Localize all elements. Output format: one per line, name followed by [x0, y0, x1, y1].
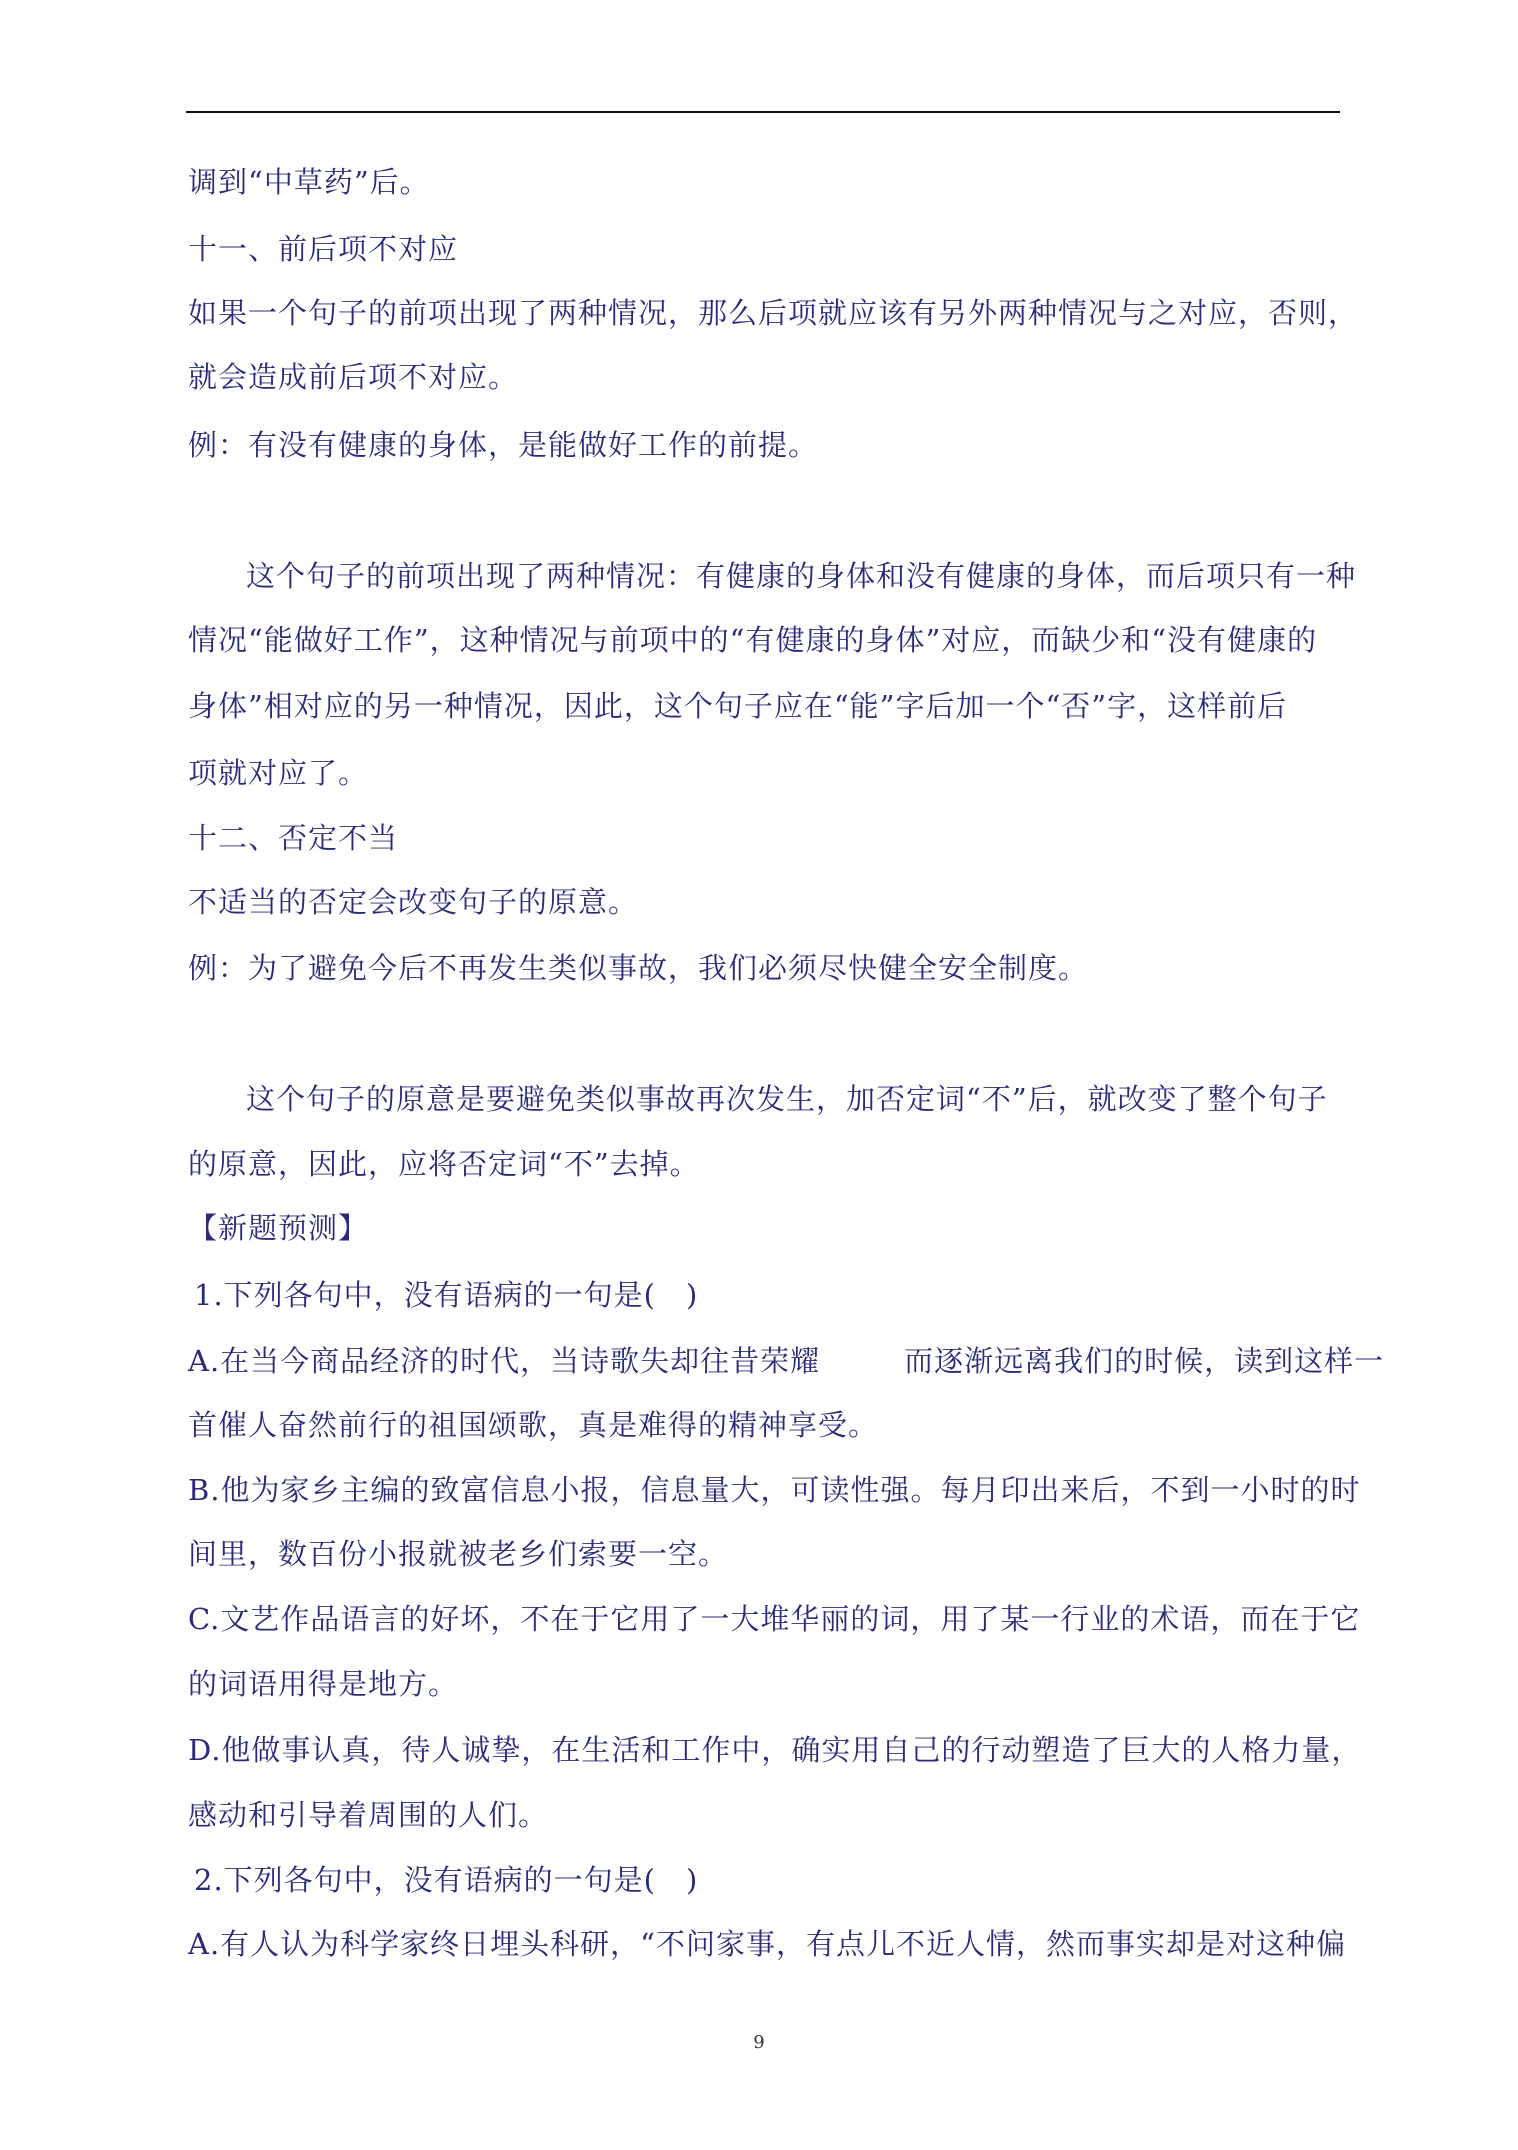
text-line: 就会造成前后项不对应。	[188, 360, 519, 394]
option-line: D.他做事认真，待人诚挚，在生活和工作中，确实用自己的行动塑造了巨大的人格力量，	[188, 1733, 1362, 1767]
text-line: 调到“中草药”后。	[188, 165, 430, 199]
example-line: 例：为了避免今后不再发生类似事故，我们必须尽快健全安全制度。	[188, 951, 1089, 985]
text-line: 如果一个句子的前项出现了两种情况，那么后项就应该有另外两种情况与之对应，否则，	[188, 296, 1359, 330]
section-heading: 【新题预测】	[188, 1211, 369, 1245]
option-line	[188, 1341, 1384, 1381]
question-line: 2.下列各句中，没有语病的一句是( )	[194, 1863, 699, 1897]
text-line: 的原意，因此，应将否定词“不”去掉。	[188, 1147, 700, 1181]
question-line: 1.下列各句中，没有语病的一句是( )	[194, 1278, 699, 1312]
option-line: A.有人认为科学家终日埋头科研，“不问家事，有点儿不近人情，然而事实却是对这种偏	[188, 1927, 1346, 1961]
option-line: B.他为家乡主编的致富信息小报，信息量大，可读性强。每月印出来后，不到一小时的时	[188, 1473, 1361, 1507]
text-line: 不适当的否定会改变句子的原意。	[188, 885, 639, 919]
page-number: 9	[753, 2032, 765, 2053]
text-line: 感动和引导着周围的人们。	[188, 1798, 549, 1832]
text-line: 的词语用得是地方。	[188, 1667, 459, 1701]
option-line: C.文艺作品语言的好坏，不在于它用了一大堆华丽的词，用了某一行业的术语，而在于它	[188, 1602, 1361, 1636]
text-line: 间里，数百份小报就被老乡们索要一空。	[188, 1537, 729, 1571]
option-a-start: A.在当今商品经济的时代，当诗歌失却往昔荣耀	[188, 1344, 821, 1378]
text-line: 项就对应了。	[188, 756, 369, 790]
option-a-end: 而逐渐远离我们的时候，读到这样一	[904, 1344, 1385, 1378]
text-line: 情况“能做好工作”，这种情况与前项中的“有健康的身体”对应，而缺少和“没有健康的	[188, 623, 1318, 657]
text-line: 身体”相对应的另一种情况，因此，这个句子应在“能”字后加一个“否”字，这样前后	[188, 689, 1288, 723]
text-line: 首催人奋然前行的祖国颂歌，真是难得的精神享受。	[188, 1408, 879, 1442]
text-line: 这个句子的前项出现了两种情况：有健康的身体和没有健康的身体，而后项只有一种	[246, 559, 1357, 593]
section-heading: 十一、前后项不对应	[188, 232, 459, 266]
text-line: 这个句子的原意是要避免类似事故再次发生，加否定词“不”后，就改变了整个句子	[246, 1082, 1328, 1116]
header-rule	[186, 111, 1340, 113]
example-line: 例：有没有健康的身体，是能做好工作的前提。	[188, 428, 819, 462]
section-heading: 十二、否定不当	[188, 821, 399, 855]
